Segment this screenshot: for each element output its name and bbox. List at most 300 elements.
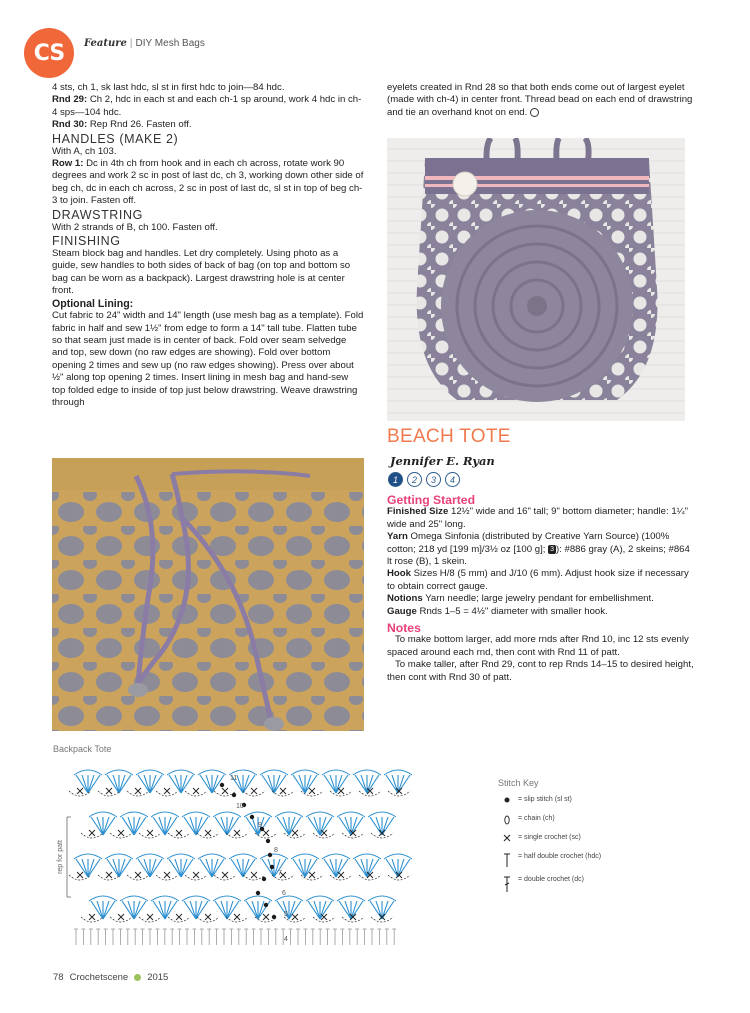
chain-loop [226,833,248,838]
key-label-single-crochet: = single crochet (sc) [518,834,581,841]
chain-loop [313,833,335,838]
t-icon [498,852,516,868]
drawstring-heading: DRAWSTRING [52,207,143,222]
finished-size-text: 12½" wide and 16" tall; 9" bottom diameter; handle: 1¼" wide and 25" long. [387,506,689,530]
shell-arc [120,812,148,817]
dc-stitch [367,859,373,877]
footer-dot-icon [134,974,141,981]
chain-loop [330,875,352,880]
chart-marks [69,770,412,945]
dc-stitch [103,817,109,835]
dc-stitch [196,901,208,919]
dc-stitch [289,817,301,835]
shell-arc [291,770,319,775]
sc-stitch [164,788,170,794]
shell-arc [213,896,241,901]
dc-stitch [370,817,382,835]
slip-stitch-dot [232,793,236,797]
dc-stitch [122,901,134,919]
dc-stitch [181,775,193,793]
dc-stitch [184,817,196,835]
sc-stitch [118,830,124,836]
chain-loop [342,917,364,922]
dc-stitch [314,817,320,835]
getting-started-section [387,494,697,684]
dc-stitch [165,901,171,919]
dc-stitch [206,775,212,793]
dc-stitch [150,775,162,793]
yarn-weight-icon: 3 [550,545,554,553]
dc-stitch [268,775,274,793]
dc-stitch [88,859,94,877]
row-label-5: 5 [284,911,288,918]
chain-loop [156,791,178,796]
dc-stitch [119,775,125,793]
rnd29-paragraph [52,94,364,119]
dc-stitch [88,775,94,793]
chain-loop [359,791,381,796]
row-label-7: 7 [278,870,282,877]
dc-stitch [169,859,181,877]
designer-name: Jennifer E. Ryan [390,454,495,468]
dc-stitch [169,775,181,793]
gauge-label: Gauge [387,605,417,617]
yarn-text-b: ): #886 gray (A), 2 skeins; #864 lt rose (B), 1 skein. [387,543,690,568]
dc-stitch [181,859,187,877]
page-number: 78 [53,972,64,983]
sc-stitch [193,872,199,878]
dc-stitch [215,901,227,919]
shell-arc [198,854,226,859]
sc-stitch [205,914,211,920]
key-row-half-double-crochet [498,852,638,868]
dc-stitch [246,901,258,919]
shell-arc [275,896,303,901]
dc-stitch [134,817,146,835]
dc-stitch [150,775,156,793]
notes-heading: Notes [387,621,421,636]
shell-arc [353,770,381,775]
gauge-text: Rnds 1–5 = 4½" diameter with smaller hook. [419,605,608,617]
header-divider: | [129,38,133,49]
header-title: DIY Mesh Bags [135,38,205,49]
slip-stitch-dot [270,865,274,869]
shell-arc [151,812,179,817]
dc-stitch [382,901,394,919]
sc-stitch [89,914,95,920]
dc-stitch [215,817,227,835]
notions-paragraph [387,593,697,605]
rnd30-paragraph [52,119,364,131]
key-row-chain [498,814,638,826]
sc-stitch [176,830,182,836]
sc-stitch [222,872,228,878]
dc-stitch [258,901,264,919]
dc-stitch [88,859,100,877]
dc-stitch [367,775,373,793]
dc-stitch [119,859,131,877]
dc-stitch [184,901,196,919]
dc-stitch [200,775,212,793]
chain-loop [243,791,265,796]
beach-tote-photo [387,138,685,421]
dc-stitch [159,901,165,919]
sc-stitch [263,830,269,836]
getting-started-heading: Getting Started [387,493,476,507]
shell-arc [306,896,334,901]
dc-stitch [324,859,336,877]
sc-stitch [118,914,124,920]
notes-paragraph-2: To make taller, after Rnd 29, cont to rep Rnds 14–15 to desired height, then cont with Rnd 30 of patt. [387,659,694,683]
handles-heading: HANDLES (MAKE 2) [52,131,179,146]
sc-stitch [292,830,298,836]
skill-level-2: 2 [407,472,422,487]
shell-arc [368,812,396,817]
shell-arc [151,896,179,901]
chain-loop [156,875,178,880]
magazine-logo [24,28,74,78]
dc-stitch [153,817,165,835]
dc-stitch [320,901,332,919]
finished-size-label: Finished Size [387,506,449,518]
sc-stitch [251,788,257,794]
skill-level-indicator [388,472,460,487]
dc-stitch [392,775,398,793]
chain-loop [243,875,265,880]
dc-stitch [274,775,280,793]
rnd30-label: Rnd 30: [52,119,88,131]
shell-arc [291,854,319,859]
dc-stitch [113,775,119,793]
sc-stitch [222,788,228,794]
chain-loop [359,875,381,880]
dc-stitch [339,817,351,835]
dc-stitch [392,859,398,877]
slip-stitch-dot [264,903,268,907]
sc-stitch [234,914,240,920]
hook-paragraph [387,568,697,593]
dc-stitch [361,859,367,877]
dc-stitch [231,859,243,877]
dc-stitch [258,901,270,919]
dc-stitch [237,859,243,877]
shell-arc [182,896,210,901]
chain-loop [342,833,364,838]
shell-arc [337,812,365,817]
key-row-single-crochet [498,833,638,845]
chain-loop [139,917,161,922]
dc-stitch [103,817,115,835]
dc-icon [498,875,516,893]
notions-label: Notions [387,593,423,605]
dc-stitch [134,901,146,919]
lining-text: Cut fabric to 24" width and 14" length (use mesh bag as a template). Fold fabric in half and sew 1½" from edge to form a 14" tall tube. Flatten tube so that seam just made is in center of back. Fold over seam selvedge and top, sew down (no raw edges are showing). Fold over bottom opening 2 times and sew up (no raw edges showing). Press over about ½" along top opening 2 times. Insert lining in mesh bag and hand-sew top folded edge to inside of top just below drawstring. Weave drawstring through [52,310,364,408]
chain-loop [110,833,132,838]
shell-arc [275,812,303,817]
x-icon [498,833,516,843]
dc-stitch [243,775,249,793]
chain-loop [330,791,352,796]
dc-stitch [153,901,165,919]
notes-paragraph-1: To make bottom larger, add more rnds after Rnd 10, inc 12 sts evenly spaced around each rnd, then cont with Rnd 11 of patt. [387,634,689,658]
yarn-paragraph [387,531,697,568]
dc-stitch [113,859,119,877]
issue-year: 2015 [147,972,169,983]
left-column [52,82,364,409]
dc-stitch [293,775,305,793]
dc-stitch [206,859,212,877]
sc-stitch [309,872,315,878]
shell-arc [260,770,288,775]
dc-stitch [299,859,305,877]
sc-stitch [77,872,83,878]
row1-paragraph [52,158,364,208]
row-label-11: 11 [230,775,238,782]
dc-stitch [370,901,382,919]
stitch-key-title: Stitch Key [498,778,539,788]
slip-stitch-dot [250,815,254,819]
drawstring-text: With 2 strands of B, ch 100. Fasten off. [52,221,218,233]
dc-stitch [320,817,332,835]
yarn-label: Yarn [387,531,408,543]
sc-stitch [205,830,211,836]
dc-stitch [243,859,249,877]
shell-arc [182,812,210,817]
dc-stitch [345,817,351,835]
slip-stitch-dot [266,839,270,843]
sc-stitch [251,872,257,878]
chain-loop [168,833,190,838]
dc-stitch [76,775,88,793]
skill-level-3: 3 [426,472,441,487]
shell-arc [244,896,272,901]
dc-stitch [165,817,171,835]
row-label-9: 9 [258,822,262,829]
section-label: Feature [84,38,127,49]
sc-stitch [263,914,269,920]
rnd29-text: Ch 2, hdc in each st and each ch-1 sp around, work 4 hdc in ch-4 sps—104 hdc. [52,94,362,118]
dc-stitch [221,817,227,835]
row-label-10: 10 [236,803,244,810]
dc-stitch [361,775,367,793]
sc-stitch [147,914,153,920]
shell-arc [337,896,365,901]
dc-stitch [227,817,233,835]
chain-loop [284,833,306,838]
sc-stitch [292,914,298,920]
dc-stitch [382,817,394,835]
lining-heading: Optional Lining: [52,297,134,310]
row1-text: Dc in 4th ch from hook and in each ch across, rotate work 90 degrees and work 2 sc in post of last dc, ch 3, working down other side of beg ch, dc in each ch across, 2 sc in post of last dc, sl st in top of beg ch-3 to join. Fasten off. [52,158,364,207]
shell-arc [384,854,412,859]
row-label-8: 8 [274,847,278,854]
drawstring-detail-photo [52,458,364,731]
dc-stitch [386,775,398,793]
finishing-heading: FINISHING [52,234,121,249]
shell-arc [229,854,257,859]
chain-loop [98,791,120,796]
sc-stitch [164,872,170,878]
right-column-continued [387,82,695,119]
sc-stitch [106,872,112,878]
dc-stitch [181,775,187,793]
dc-stitch [212,775,218,793]
skill-level-4: 4 [445,472,460,487]
pattern-title: BEACH TOTE [387,426,511,447]
running-header [84,38,205,49]
dc-stitch [138,775,150,793]
dc-stitch [138,859,150,877]
yarn-text-a: Omega Sinfonia (distributed by Creative Yarn Source) (100% cotton; 218 yd [199 m]/3½ oz [100 g]; [387,531,670,555]
continued-text: eyelets created in Rnd 28 so that both ends come out of largest eyelet (made with ch-4) in center front. Thread bead on each end of drawstring and tie an overhand knot on end. [387,82,693,118]
hook-label: Hook [387,568,411,580]
rep-for-patt-label: rep for patt [57,840,64,874]
chain-loop [313,917,335,922]
dc-stitch [88,775,100,793]
skill-level-1: 1 [388,472,403,487]
dc-stitch [308,817,320,835]
sc-stitch [280,788,286,794]
dc-stitch [355,775,367,793]
sc-stitch [176,914,182,920]
row1-label: Row 1: [52,158,84,170]
finishing-text: Steam block bag and handles. Let dry completely. Using photo as a guide, sew handles to both sides of back of bag (on top and bottom so bag can be worn as a backpack). Largest drawstring hole is at center front. [52,248,351,297]
shell-arc [105,770,133,775]
shell-arc [198,770,226,775]
dc-stitch [196,901,202,919]
dc-stitch [175,775,181,793]
dc-stitch [165,817,177,835]
dc-stitch [103,901,115,919]
rnd30-text: Rep Rnd 26. Fasten off. [89,119,192,131]
dc-stitch [330,859,336,877]
dc-stitch [190,901,196,919]
dc-stitch [212,859,224,877]
dc-stitch [97,817,103,835]
shell-arc [167,770,195,775]
sc-stitch [309,788,315,794]
gauge-paragraph [387,606,697,618]
drawstring-illustration [52,458,364,731]
rnd29-label: Rnd 29: [52,94,88,106]
dc-stitch [103,901,109,919]
key-label-slip-stitch: = slip stitch (sl st) [518,796,572,803]
dc-stitch [128,901,134,919]
dc-stitch [252,901,258,919]
dc-stitch [345,901,351,919]
hook-text: Sizes H/8 (5 mm) and J/10 (6 mm). Adjust hook size if necessary to obtain correct gauge. [387,568,689,592]
shell-arc [89,896,117,901]
magazine-name: Crochetscene [69,972,129,983]
dc-stitch [355,859,367,877]
dc-stitch [289,901,301,919]
shell-arc [322,854,350,859]
chain-loop [197,833,219,838]
shell-arc [244,812,272,817]
slip-stitch-dot [272,915,276,919]
beach-tote-illustration [387,138,685,421]
dc-stitch [330,775,336,793]
dc-stitch [196,817,208,835]
dc-stitch [97,901,103,919]
chain-loop [110,917,132,922]
slip-stitch-dot [262,877,266,881]
shell-arc [74,770,102,775]
dc-stitch [165,901,177,919]
finished-size-paragraph [387,506,697,531]
dc-stitch [181,859,193,877]
shell-arc [105,854,133,859]
chain-loop [81,917,103,922]
dc-stitch [305,775,311,793]
end-mark-icon [530,108,539,117]
intro-line: 4 sts, ch 1, sk last hdc, sl st in first hdc to join—84 hdc. [52,82,285,93]
chain-loop [127,791,149,796]
dc-stitch [134,901,140,919]
shell-arc [167,854,195,859]
sc-stitch [338,788,344,794]
dc-stitch [308,901,320,919]
shell-arc [74,854,102,859]
dc-stitch [324,775,336,793]
dc-stitch [221,901,227,919]
chain-loop [185,875,207,880]
shell-arc [120,896,148,901]
dc-stitch [283,817,289,835]
notions-text: Yarn needle; large jewelry pendant for embellishment. [425,593,654,605]
shell-arc [89,812,117,817]
sc-stitch [234,830,240,836]
slip-stitch-dot [220,783,224,787]
shell-arc [136,854,164,859]
sc-stitch [193,788,199,794]
chain-loop [197,917,219,922]
chain-loop [127,875,149,880]
dc-stitch [314,901,320,919]
dc-stitch [144,859,150,877]
key-row-slip-stitch [498,795,638,807]
dc-stitch [212,859,218,877]
shell-arc [306,812,334,817]
dot-icon [498,795,516,805]
sc-stitch [147,830,153,836]
stitch-chart-diagram [52,757,412,957]
chain-loop [185,791,207,796]
key-label-half-double-crochet: = half double crochet (hdc) [518,853,602,860]
key-label-chain: = chain (ch) [518,815,555,822]
sc-stitch [106,788,112,794]
handles-intro: With A, ch 103. [52,145,117,157]
stitch-key [498,778,638,900]
row-label-6: 6 [282,890,286,897]
dc-stitch [119,859,125,877]
dc-stitch [128,817,134,835]
row-label-4: 4 [284,936,288,943]
dc-stitch [159,817,165,835]
dc-stitch [119,775,131,793]
dc-stitch [150,859,162,877]
chain-loop [139,833,161,838]
dc-stitch [150,859,156,877]
dc-stitch [262,775,274,793]
sc-stitch [135,872,141,878]
dc-stitch [293,859,305,877]
page-footer [53,972,168,983]
stitch-chart [52,757,412,957]
dc-stitch [82,775,88,793]
sc-stitch [338,872,344,878]
dc-stitch [144,775,150,793]
